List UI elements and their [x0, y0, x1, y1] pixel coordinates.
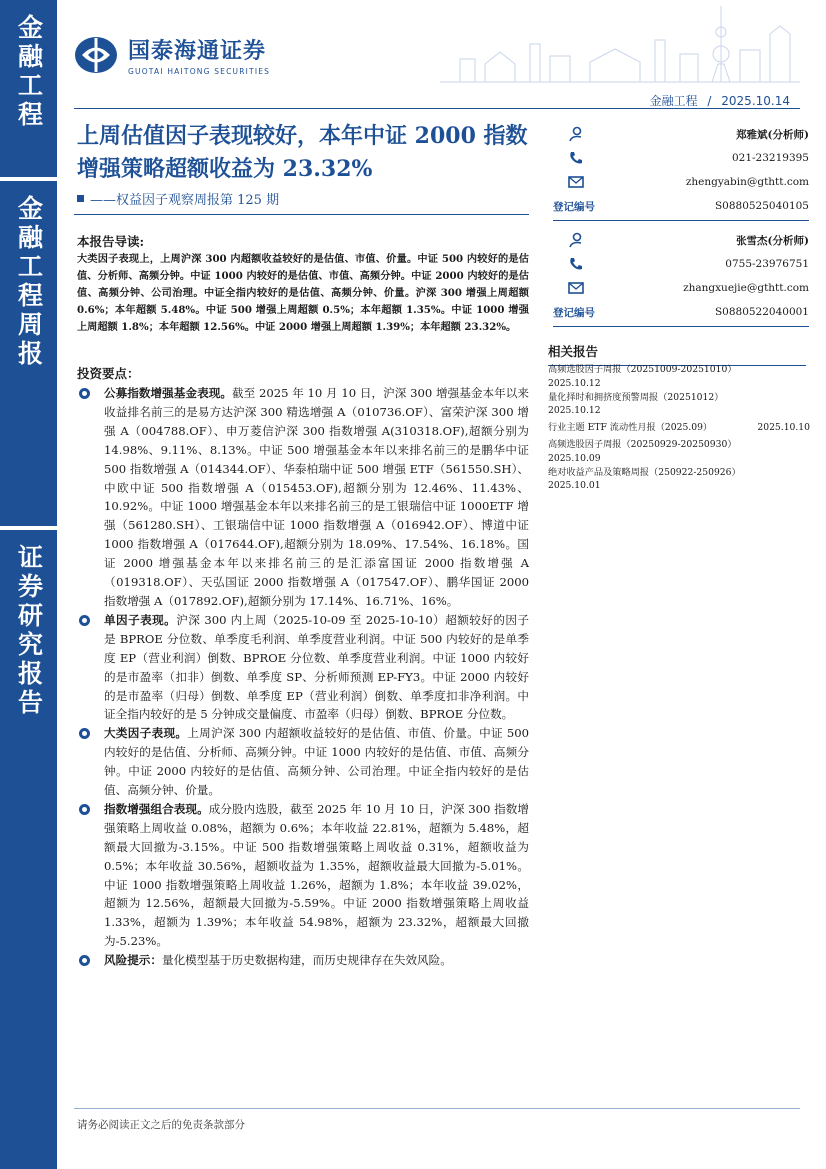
- related-date: 2025.10.09: [548, 452, 601, 464]
- related-item[interactable]: [548, 438, 810, 466]
- related-title[interactable]: 量化择时和拥挤度预警周报（20251012）: [548, 391, 724, 403]
- related-title[interactable]: 高频选股因子周报（20251009-20251010）: [548, 364, 737, 375]
- summary-heading: 本报告导读:: [77, 234, 145, 249]
- point-lead: 大类因子表现。: [104, 726, 188, 741]
- bullet-circle-icon: [79, 388, 90, 399]
- meta-separator: /: [707, 94, 712, 108]
- related-heading: 相关报告: [548, 342, 806, 366]
- city-skyline-icon: [440, 4, 800, 84]
- related-item[interactable]: [548, 391, 810, 419]
- analyst-phone: 021-23219395: [731, 152, 809, 164]
- person-icon: [567, 125, 585, 143]
- related-title[interactable]: 高频选股因子周报（20250929-20250930）: [548, 438, 737, 450]
- bullet-circle-icon: [79, 615, 90, 626]
- brand-name-cn: 国泰海通证券: [128, 39, 267, 64]
- person-icon: [567, 231, 585, 249]
- subtitle-text: ——权益因子观察周报第 125 期: [90, 193, 280, 208]
- analyst-divider: [553, 220, 809, 221]
- related-item[interactable]: [548, 421, 810, 435]
- report-date: 2025.10.14: [721, 94, 790, 108]
- analyst-email[interactable]: zhangxuejie@gthtt.com: [683, 282, 809, 294]
- header-divider: [74, 108, 800, 109]
- investment-points: [77, 384, 529, 970]
- brand-name-en: GUOTAI HAITONG SECURITIES: [128, 67, 271, 76]
- analyst-divider: [553, 326, 809, 327]
- bullet-circle-icon: [79, 804, 90, 815]
- report-title: 上周估值因子表现较好，本年中证 2000 指数增强策略超额收益为 23.32%: [77, 123, 528, 182]
- investment-point: [77, 724, 529, 800]
- related-list: [548, 363, 810, 493]
- investment-point: [77, 611, 529, 724]
- side-banner: [0, 0, 57, 1169]
- point-lead: 单因子表现。: [104, 612, 177, 627]
- brand-mark-icon: [74, 36, 118, 74]
- point-text: 上周沪深 300 内超额收益较好的是估值、市值、价量。中证 500 内较好的是估值、分析师、高频分钟。中证 1000 内较好的是估值、市值、高频分钟。中证 2000 内较好的是估值、高频分钟、公司治理。中证全指内较好的是估值、高频分钟、价量。: [104, 726, 529, 798]
- analyst-name: 郑雅斌(分析师): [736, 128, 809, 141]
- related-item[interactable]: [548, 466, 810, 494]
- investment-point: [77, 951, 529, 970]
- analyst-reg-no: S0880522040001: [714, 306, 809, 318]
- phone-icon: [567, 255, 585, 273]
- analyst-reg-no: S0880525040105: [714, 200, 809, 212]
- analyst-phone: 0755-23976751: [725, 258, 809, 270]
- reg-label: 登记编号: [553, 200, 595, 213]
- point-lead: 风险提示：: [104, 953, 162, 968]
- point-text: 截至 2025 年 10 月 10 日，沪深 300 增强基金本年以来收益排名前三的是易方达沪深 300 精选增强 A（010736.OF）、富荣沪深 300 增强 A（004788.OF）、申万菱信沪深 300 指数增强 A(310318.OF),超额分别为 14.98%、9.11%、8.13%。中证 500 增强基金本年以来排名前三的是鹏华中证 500 指数增强 A（014344.OF）、华泰柏瑞中证 500 增强 ETF（561550.SH）、中欧中证 500 指数增强 A（015453.OF),超额分别为 12.46%、11.43%、10.92%。中证 1000 增强基金本年以来排名前三的是工银瑞信中证 1000ETF 增强（561280.SH）、工银瑞信中证 1000 指数增强 A（016942.OF）、博道中证 1000 指数增强 A（017644.OF),超额分别为 18.09%、17.54%、16.18%。国证 2000 增强基金本年以来排名前三的是汇添富国证 2000 指数增强 A（019318.OF）、天弘国证 2000 指数增强 A（017547.OF）、鹏华国证 2000 指数增强 A（017892.OF),超额分别为 17.14%、16.71%、16%。: [104, 386, 529, 608]
- footer-divider: [74, 1108, 800, 1109]
- point-text: 量化模型基于历史数据构建，而历史规律存在失效风险。: [161, 953, 452, 968]
- investment-point: [77, 384, 529, 611]
- analyst-card: [553, 228, 809, 327]
- investment-heading: 投资要点：: [77, 366, 140, 381]
- related-date: 2025.10.01: [548, 480, 601, 492]
- report-meta: [650, 92, 790, 109]
- email-icon: [567, 173, 585, 191]
- phone-icon: [567, 149, 585, 167]
- investment-point: [77, 800, 529, 951]
- related-title[interactable]: 绝对收益产品及策略周报（250922-250926）: [548, 466, 741, 478]
- analyst-name: 张雪杰(分析师): [736, 234, 809, 247]
- related-title[interactable]: 行业主题 ETF 流动性月报（2025.09）: [548, 422, 713, 434]
- bullet-square-icon: [77, 195, 84, 202]
- related-date: 2025.10.12: [548, 405, 601, 417]
- summary-body: 大类因子表现上，上周沪深 300 内超额收益较好的是估值、市值、价量。中证 500 内较好的是估值、分析师、高频分钟。中证 1000 内较好的是估值、市值、高频分钟。中证 2000 内较好的是估值、高频分钟、公司治理。中证全指内较好的是估值、高频分钟、价量。沪深 300 增强上周超额 0.6%；本年超额 5.48%。中证 500 增强上周超额 0.5%；本年超额 1.35%。中证 1000 增强上周超额 1.8%；本年超额 12.56%。中证 2000 增强上周超额 1.39%；本年超额 23.32%。: [77, 253, 529, 333]
- related-item[interactable]: [548, 363, 810, 391]
- brand-logo: [74, 34, 270, 76]
- report-category: 金融工程: [649, 94, 698, 108]
- point-lead: 指数增强组合表现。: [104, 801, 209, 816]
- bullet-circle-icon: [79, 728, 90, 739]
- bullet-circle-icon: [79, 955, 90, 966]
- email-icon: [567, 279, 585, 297]
- side-label-series: 金融工程周报: [0, 181, 57, 526]
- reg-label: 登记编号: [553, 306, 595, 319]
- analyst-card: [553, 122, 809, 221]
- side-label-type: 证券研究报告: [0, 530, 57, 1169]
- point-text: 成分股内选股，截至 2025 年 10 月 10 日，沪深 300 指数增强策略上周收益 0.08%，超额为 0.6%；本年收益 22.81%，超额为 5.48%，超额最大回撤为-3.15%。中证 500 指数增强策略上周收益 0.31%，超额收益为 0.5%；本年收益 30.56%，超额收益为 1.35%，超额收益最大回撤为-5.01%。中证 1000 指数增强策略上周收益 1.26%，超额为 1.8%；本年收益 39.02%，超额为 12.56%，超额最大回撤为-5.59%。中证 2000 指数增强策略上周收益 1.33%，超额为 1.39%；本年收益 54.98%，超额为 23.32%，超额最大回撤为-5.23%。: [104, 801, 529, 949]
- related-date: 2025.10.12: [548, 377, 601, 389]
- related-date: 2025.10.10: [757, 422, 810, 434]
- footer-disclaimer: 请务必阅读正文之后的免责条款部分: [77, 1119, 245, 1131]
- report-subtitle: [77, 189, 279, 208]
- point-lead: 公募指数增强基金表现。: [104, 386, 232, 400]
- side-label-category: 金融工程: [0, 0, 57, 177]
- analyst-email[interactable]: zhengyabin@gthtt.com: [685, 176, 809, 188]
- title-divider: [74, 214, 529, 215]
- point-text: 沪深 300 内上周（2025-10-09 至 2025-10-10）超额较好的因子是 BPROE 分位数、单季度毛利润、单季度营业利润。中证 500 内较好的是单季度 EP（营业利润）倒数、BPROE 分位数、单季度营业利润。中证 1000 内较好的是市盈率（扣非）倒数、单季度 SP、分析师预测 EP-FY3。中证 2000 内较好的是市盈率（归母）倒数、单季度 EP（营业利润）倒数、单季度扣非净利润。中证全指内较好的是 5 分钟成交量偏度、市盈率（归母）倒数、BPROE 分位数。: [104, 612, 529, 722]
